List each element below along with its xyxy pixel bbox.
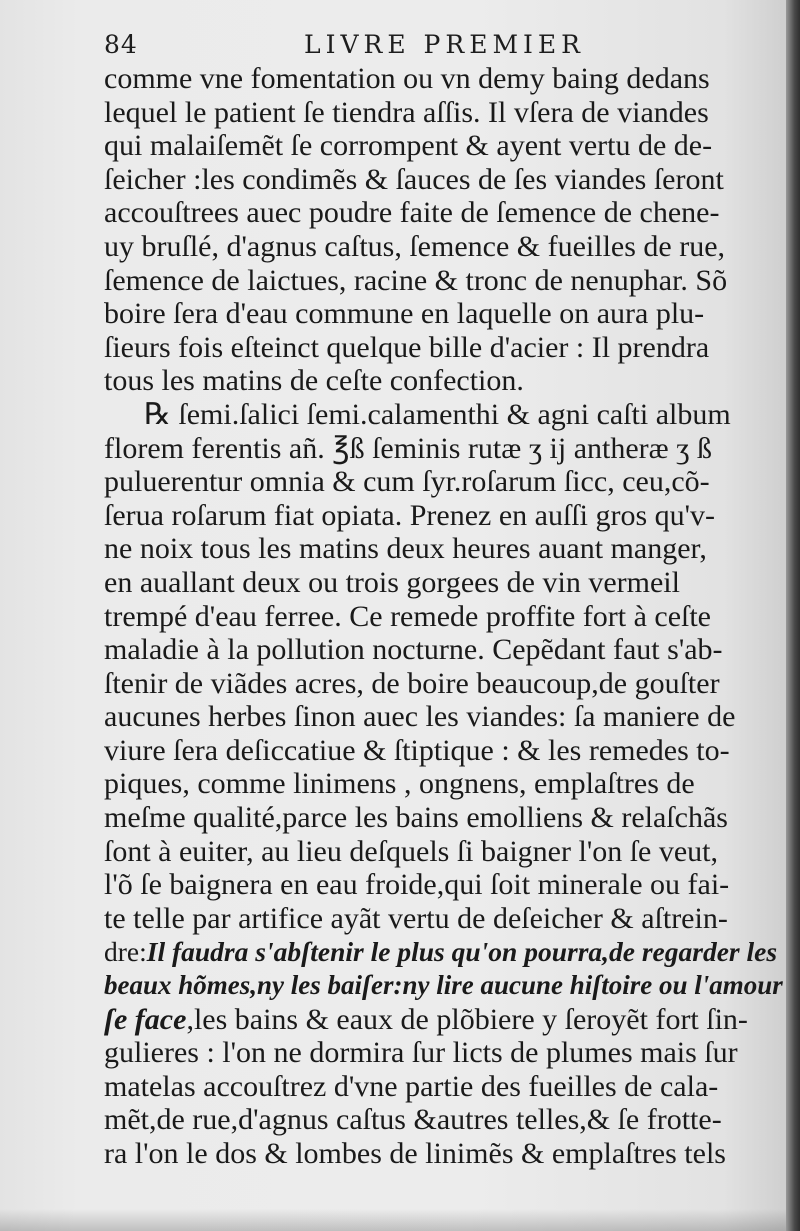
text-line: lequel le patient ſe tiendra aſſis. Il vſera de viandes bbox=[104, 95, 709, 129]
text-line: ſtenir de viãdes acres, de boire beaucoup,de gouſter bbox=[104, 666, 720, 700]
text-line: comme vne fomentation ou vn demy baing dedans bbox=[104, 62, 710, 95]
text-line: puluerentur omnia & cum ſyr.roſarum ſicc, ceu,cõ- bbox=[104, 465, 710, 499]
body-text bbox=[104, 62, 786, 1171]
running-title: LIVRE PREMIER bbox=[304, 30, 585, 59]
text-line: gulieres : l'on ne dormira ſur licts de plumes mais ſur bbox=[104, 1036, 738, 1070]
text-line: viure ſera deſiccatiue & ſtiptique : & les remedes to- bbox=[104, 733, 730, 767]
running-head bbox=[104, 30, 784, 64]
text-line: l'õ ſe baignera en eau froide,qui ſoit minerale ou fai- bbox=[104, 868, 730, 902]
text-line: beaux hõmes,ny les baiſer:ny lire aucune hiſtoire ou l'amour bbox=[104, 970, 783, 1001]
text-line: ℞ ſemi.ſalici ſemi.calamenthi & agni caſti album bbox=[144, 397, 731, 431]
text-line: ſeicher :les condimẽs & ſauces de ſes viandes ſeront bbox=[104, 162, 724, 196]
text-line: boire ſera d'eau commune en laquelle on aura plu- bbox=[104, 297, 705, 331]
text-line: ſieurs fois eſteinct quelque bille d'acier : Il prendra bbox=[104, 330, 710, 364]
text-line: te telle par artifice ayãt vertu de deſeicher & aſtrein- bbox=[104, 901, 728, 935]
text-line: uy bruſlé, d'agnus caſtus, ſemence & fueilles de rue, bbox=[104, 229, 726, 263]
text-line: accouſtrees auec poudre faite de ſemence de chene- bbox=[104, 196, 720, 230]
text-line: ſemence de laictues, racine & tronc de nenuphar. Sõ bbox=[104, 263, 728, 297]
text-line: matelas accouſtrez d'vne partie des fueilles de cala- bbox=[104, 1069, 719, 1103]
text-line: maladie à la pollution nocturne. Cepẽdant faut s'ab- bbox=[104, 633, 723, 667]
text-line: aucunes herbes ſinon auec les viandes: ſa maniere de bbox=[104, 700, 736, 734]
text-line: piques, comme linimens , ongnens, emplaſtres de bbox=[104, 767, 695, 801]
page-number: 84 bbox=[104, 30, 138, 59]
text-line: ſe face,les bains & eaux de plõbiere y ſeroyẽt fort ſin- bbox=[104, 1002, 748, 1036]
text-line: en auallant deux ou trois gorgees de vin vermeil bbox=[104, 565, 680, 599]
text-line: qui malaiſemẽt ſe corrompent & ayent vertu de de- bbox=[104, 129, 713, 163]
text-line: tous les matins de ceſte confection. bbox=[104, 364, 524, 398]
text-line: florem ferentis añ. ℥ß ſeminis rutæ ʒ ij antheræ ʒ ß bbox=[104, 431, 712, 465]
text-line: mẽt,de rue,d'agnus caſtus &autres telles,& ſe frotte- bbox=[104, 1103, 722, 1137]
text-line: ſont à euiter, au lieu deſquels ſi baigner l'on ſe veut, bbox=[104, 834, 719, 868]
text-line: trempé d'eau ferree. Ce remede proffite fort à ceſte bbox=[104, 599, 712, 633]
text-line: meſme qualité,parce les bains emolliens & relaſchãs bbox=[104, 801, 728, 835]
book-spine-edge bbox=[786, 0, 800, 1231]
text-line: ne noix tous les matins deux heures auant manger, bbox=[104, 532, 707, 566]
text-line: dre:Il faudra s'abſtenir le plus qu'on pourra,de regarder les bbox=[104, 936, 778, 968]
text-line: ſerua roſarum fiat opiata. Prenez en auſſi gros qu'v- bbox=[104, 498, 716, 532]
page-bottom-shadow bbox=[0, 1209, 786, 1231]
text-line: ra l'on le dos & lombes de linimẽs & emplaſtres tels bbox=[104, 1137, 726, 1170]
